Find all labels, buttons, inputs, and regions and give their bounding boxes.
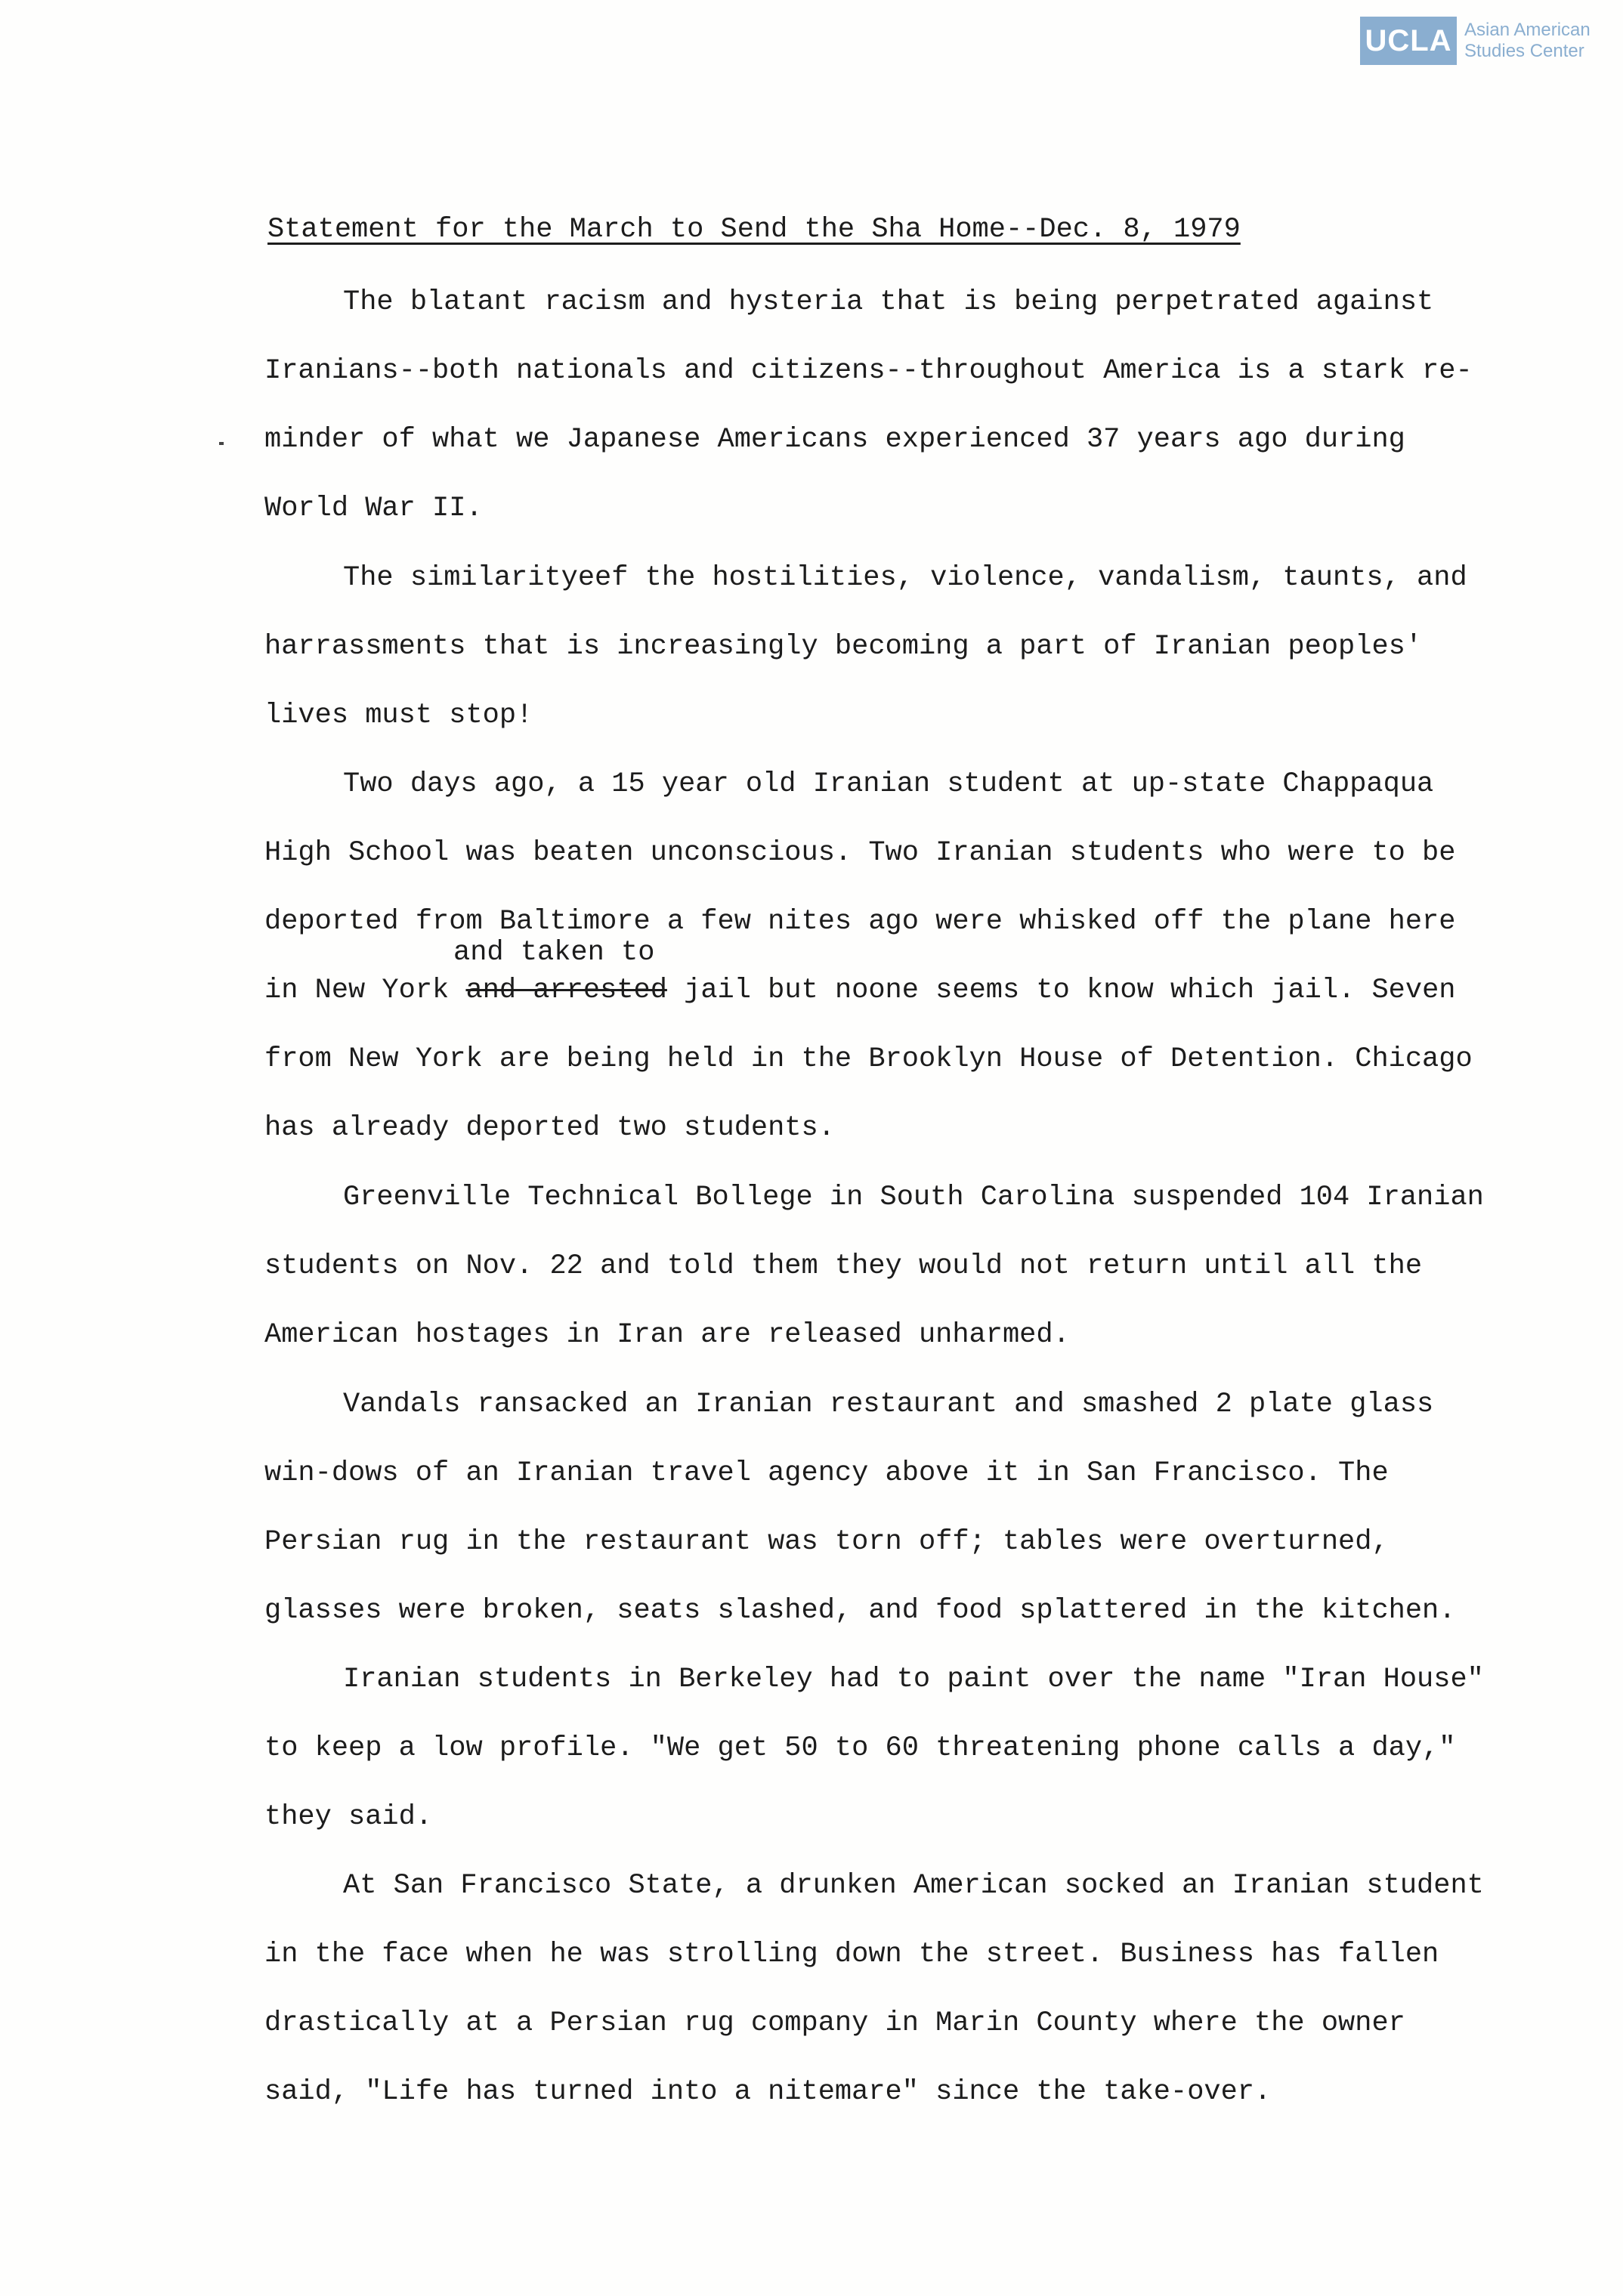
margin-mark — [219, 442, 224, 445]
ucla-logo-mark: UCLA — [1360, 17, 1457, 65]
paragraph-1: The blatant racism and hysteria that is being perpetrated against Iranians--both nationals and citizens--throughout America is a stark re-minder of what we Japanese Americans experienced 37 years ago during World War II. — [264, 286, 1473, 524]
paragraph-4: Greenville Technical Bollege in South Carolina suspended 104 Iranian students on Nov. 22 and told them they would not return until all the American hostages in Iran are released unharmed. — [264, 1182, 1484, 1351]
paragraph-3-text-after: jail but noone seems to know which jail. Seven from New York are being held in the Brooklyn House of Detention. Chicago has already deported two students. — [264, 975, 1473, 1144]
paragraph-5: Vandals ransacked an Iranian restaurant and smashed 2 plate glass win-dows of an Iranian travel agency above it in San Francisco. The Persian rug in the restaurant was torn off; tables were overturned, glasses were broken, seats slashed, and food splattered in the kitchen. — [264, 1389, 1456, 1627]
logo-caption: Asian American Studies Center — [1464, 20, 1591, 61]
paragraph-6: Iranian students in Berkeley had to paint over the name "Iran House" to keep a low profile. "We get 50 to 60 threatening phone calls a day," they said. — [264, 1664, 1484, 1833]
handwritten-insertion: and taken to — [453, 937, 655, 969]
paragraph-3 — [264, 750, 1489, 1163]
statement-title: Statement for the March to Send the Sha Home--Dec. 8, 1979 — [267, 214, 1241, 246]
paragraph-7: At San Francisco State, a drunken American socked an Iranian student in the face when he was strolling down the street. Business has fallen drastically at a Persian rug company in Marin County where the owner said, "Life has turned into a nitemare" since the take-over. — [264, 1870, 1484, 2108]
ucla-aasc-logo — [1360, 17, 1591, 65]
struck-text: and arrested — [465, 975, 667, 1006]
paragraph-3-text-before: Two days ago, a 15 year old Iranian student at up-state Chappaqua High School was beaten unconscious. Two Iranian students who were to be deported from Baltimore a few nites ago were whisked off the plane here in New York — [264, 768, 1456, 1006]
paragraph-2: The similarityeef the hostilities, violence, vandalism, taunts, and harrassments that is increasingly becoming a part of Iranian peoples' lives must stop! — [264, 562, 1467, 731]
